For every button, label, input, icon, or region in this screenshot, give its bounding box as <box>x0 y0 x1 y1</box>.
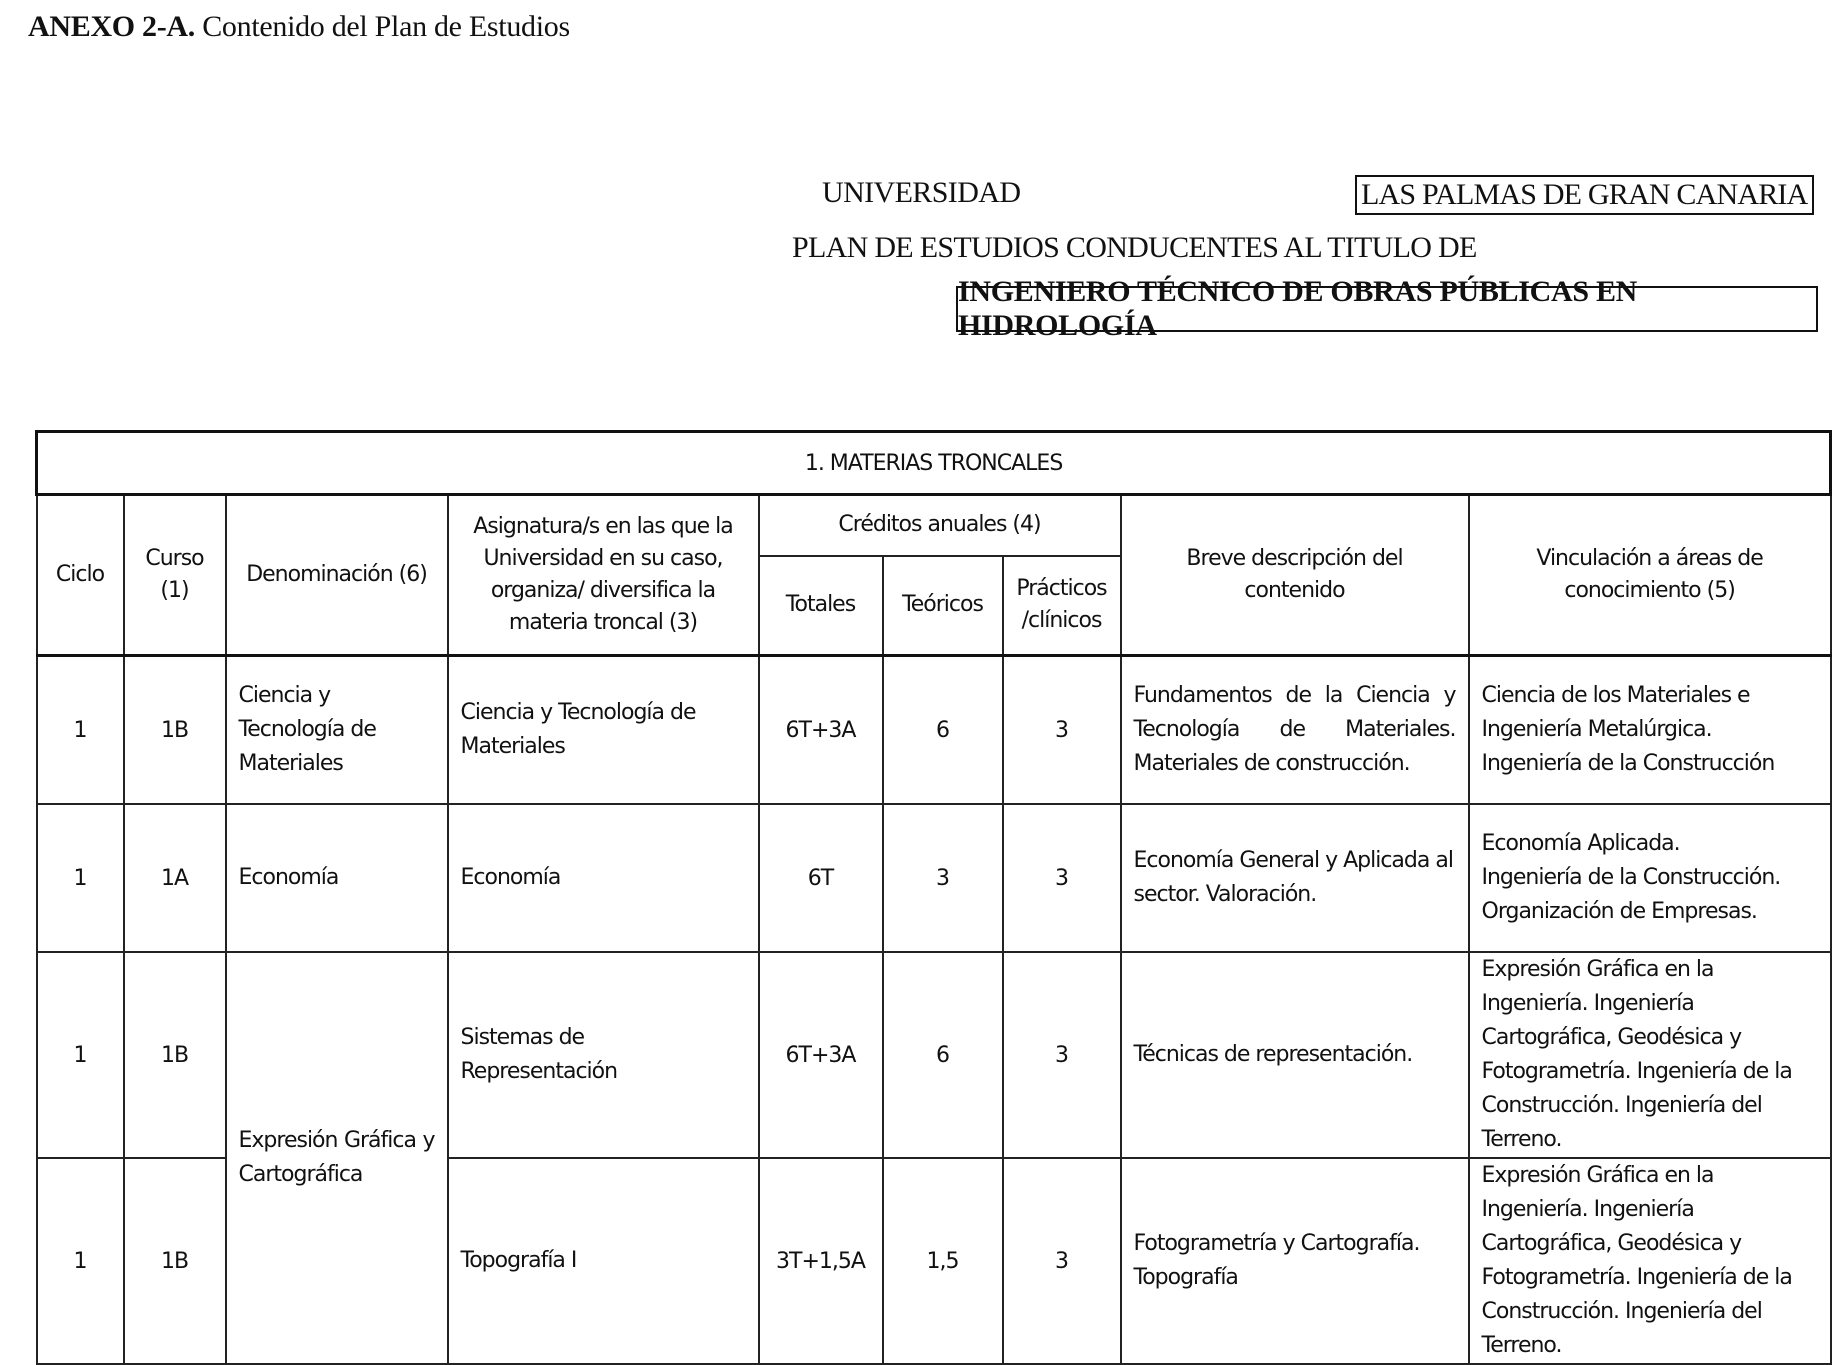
cell-asignatura: Ciencia y Tecnología de Materiales <box>448 656 759 805</box>
cell-asignatura: Sistemas de Representación <box>448 952 759 1158</box>
col-header-creditos: Créditos anuales (4) <box>759 495 1121 556</box>
vinculacion-line: Expresión Gráfica en la Ingeniería. Ingeniería Cartográfica, Geodésica y Fotogrametría. Ingeniería de la Construcción. Ingeniería del Terreno. <box>1481 1163 1792 1358</box>
cell-practicos: 3 <box>1003 804 1121 952</box>
col-header-descripcion: Breve descripción del contenido <box>1121 495 1469 656</box>
header-row-1 <box>37 495 1831 556</box>
cell-descripcion: Fundamentos de la Ciencia y Tecnología de Materiales. Materiales de construcción. <box>1121 656 1469 805</box>
cell-curso: 1B <box>124 656 226 805</box>
vinculacion-line: Economía Aplicada. <box>1481 831 1680 856</box>
vinculacion-line: Ingeniería de la Construcción <box>1481 751 1775 776</box>
col-header-practicos: Prácticos /clínicos <box>1003 556 1121 656</box>
cell-totales: 6T+3A <box>759 952 883 1158</box>
cell-vinculacion <box>1469 656 1831 805</box>
col-header-asignatura: Asignatura/s en las que la Universidad en su caso, organiza/ diversifica la materia troncal (3) <box>448 495 759 656</box>
cell-practicos: 3 <box>1003 1158 1121 1364</box>
cell-ciclo: 1 <box>37 804 124 952</box>
plan-title-line: PLAN DE ESTUDIOS CONDUCENTES AL TITULO DE <box>792 231 1477 264</box>
vinculacion-line: Expresión Gráfica en la Ingeniería. Ingeniería Cartográfica, Geodésica y Fotogrametría. Ingeniería de la Construcción. Ingeniería del Terreno. <box>1481 957 1792 1152</box>
cell-curso: 1B <box>124 1158 226 1364</box>
table-row <box>37 656 1831 805</box>
col-header-ciclo: Ciclo <box>37 495 124 656</box>
col-header-teoricos: Teóricos <box>883 556 1003 656</box>
col-header-denominacion: Denominación (6) <box>226 495 448 656</box>
cell-totales: 3T+1,5A <box>759 1158 883 1364</box>
vinculacion-line: Organización de Empresas. <box>1481 899 1757 924</box>
cell-practicos: 3 <box>1003 952 1121 1158</box>
cell-denominacion: Expresión Gráfica y Cartográfica <box>226 952 448 1364</box>
cell-totales: 6T+3A <box>759 656 883 805</box>
table-row <box>37 952 1831 1158</box>
table-row <box>37 804 1831 952</box>
vinculacion-line: Ingeniería de la Construcción. <box>1481 865 1781 890</box>
col-header-vinculacion: Vinculación a áreas de conocimiento (5) <box>1469 495 1831 656</box>
cell-denominacion: Economía <box>226 804 448 952</box>
materias-troncales-table <box>35 430 1832 1365</box>
cell-ciclo: 1 <box>37 952 124 1158</box>
cell-teoricos: 6 <box>883 952 1003 1158</box>
cell-denominacion: Ciencia y Tecnología de Materiales <box>226 656 448 805</box>
col-header-curso: Curso (1) <box>124 495 226 656</box>
col-header-totales: Totales <box>759 556 883 656</box>
cell-vinculacion <box>1469 804 1831 952</box>
cell-totales: 6T <box>759 804 883 952</box>
degree-title-box: INGENIERO TÉCNICO DE OBRAS PÚBLICAS EN HIDROLOGÍA <box>956 286 1818 332</box>
cell-vinculacion <box>1469 1158 1831 1364</box>
university-name-box: LAS PALMAS DE GRAN CANARIA <box>1355 175 1814 215</box>
cell-ciclo: 1 <box>37 656 124 805</box>
vinculacion-line: Ciencia de los Materiales e Ingeniería Metalúrgica. <box>1481 683 1750 742</box>
cell-teoricos: 3 <box>883 804 1003 952</box>
cell-practicos: 3 <box>1003 656 1121 805</box>
section-title: 1. MATERIAS TRONCALES <box>37 432 1831 495</box>
cell-descripcion: Fotogrametría y Cartografía. Topografía <box>1121 1158 1469 1364</box>
cell-teoricos: 1,5 <box>883 1158 1003 1364</box>
cell-curso: 1B <box>124 952 226 1158</box>
annex-label: ANEXO 2-A. <box>28 10 195 43</box>
annex-title: Contenido del Plan de Estudios <box>202 10 570 43</box>
cell-asignatura: Economía <box>448 804 759 952</box>
cell-curso: 1A <box>124 804 226 952</box>
cell-vinculacion <box>1469 952 1831 1158</box>
cell-descripcion: Economía General y Aplicada al sector. Valoración. <box>1121 804 1469 952</box>
cell-ciclo: 1 <box>37 1158 124 1364</box>
section-title-row <box>37 432 1831 495</box>
annex-heading <box>28 10 570 44</box>
cell-teoricos: 6 <box>883 656 1003 805</box>
university-label: UNIVERSIDAD <box>822 176 1021 209</box>
cell-descripcion: Técnicas de representación. <box>1121 952 1469 1158</box>
cell-asignatura: Topografía I <box>448 1158 759 1364</box>
